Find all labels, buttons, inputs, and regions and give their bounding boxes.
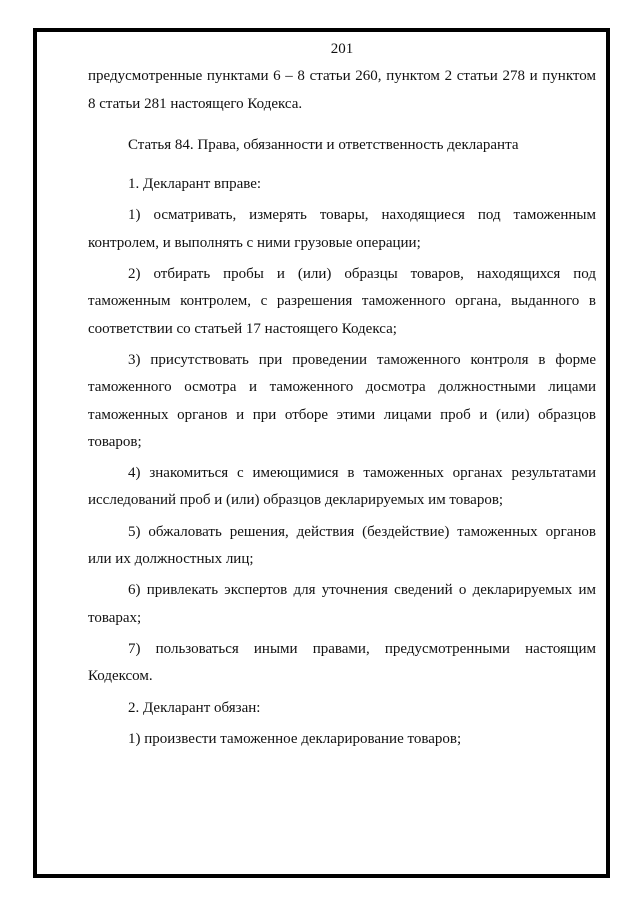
list-item-1-5: 5) обжаловать решения, действия (бездействие) таможенных органов или их должностных лиц; xyxy=(88,523,596,568)
list-item-1-3: 3) присутствовать при проведении таможенного контроля в форме таможенного осмотра и таможенного досмотра должностными лицами таможенных органов и при отборе этими лицами проб и (или) образцов товаров; xyxy=(88,351,596,450)
list-item-1-6: 6) привлекать экспертов для уточнения сведений о декларируемых им товарах; xyxy=(88,582,596,626)
section-1-heading: 1. Декларант вправе: xyxy=(128,176,262,193)
list-item-1-7: 7) пользоваться иными правами, предусмотренными настоящим Кодексом. xyxy=(88,640,596,685)
article-title: Статья 84. Права, обязанности и ответственность декларанта xyxy=(128,136,519,153)
list-item-2-1: 1) произвести таможенное декларирование товаров; xyxy=(128,730,462,747)
list-item-1-2: 2) отбирать пробы и (или) образцы товаров, находящихся под таможенным контролем, с разрешения таможенного органа, выданного в соответствии со статьей 17 настоящего Кодекса; xyxy=(88,266,596,337)
list-item-1-4: 4) знакомиться с имеющимися в таможенных органах результатами исследований проб и (или) образцов декларируемых им товаров; xyxy=(88,465,596,509)
document-body xyxy=(88,36,596,753)
continuation-paragraph: предусмотренные пунктами 6 – 8 статьи 260, пунктом 2 статьи 278 и пунктом 8 статьи 281 настоящего Кодекса. xyxy=(88,68,596,112)
page-number: 201 xyxy=(330,41,354,57)
list-item-1-1: 1) осматривать, измерять товары, находящиеся под таможенным контролем, и выполнять с ними грузовые операции; xyxy=(88,207,596,251)
section-2-heading: 2. Декларант обязан: xyxy=(128,699,261,716)
